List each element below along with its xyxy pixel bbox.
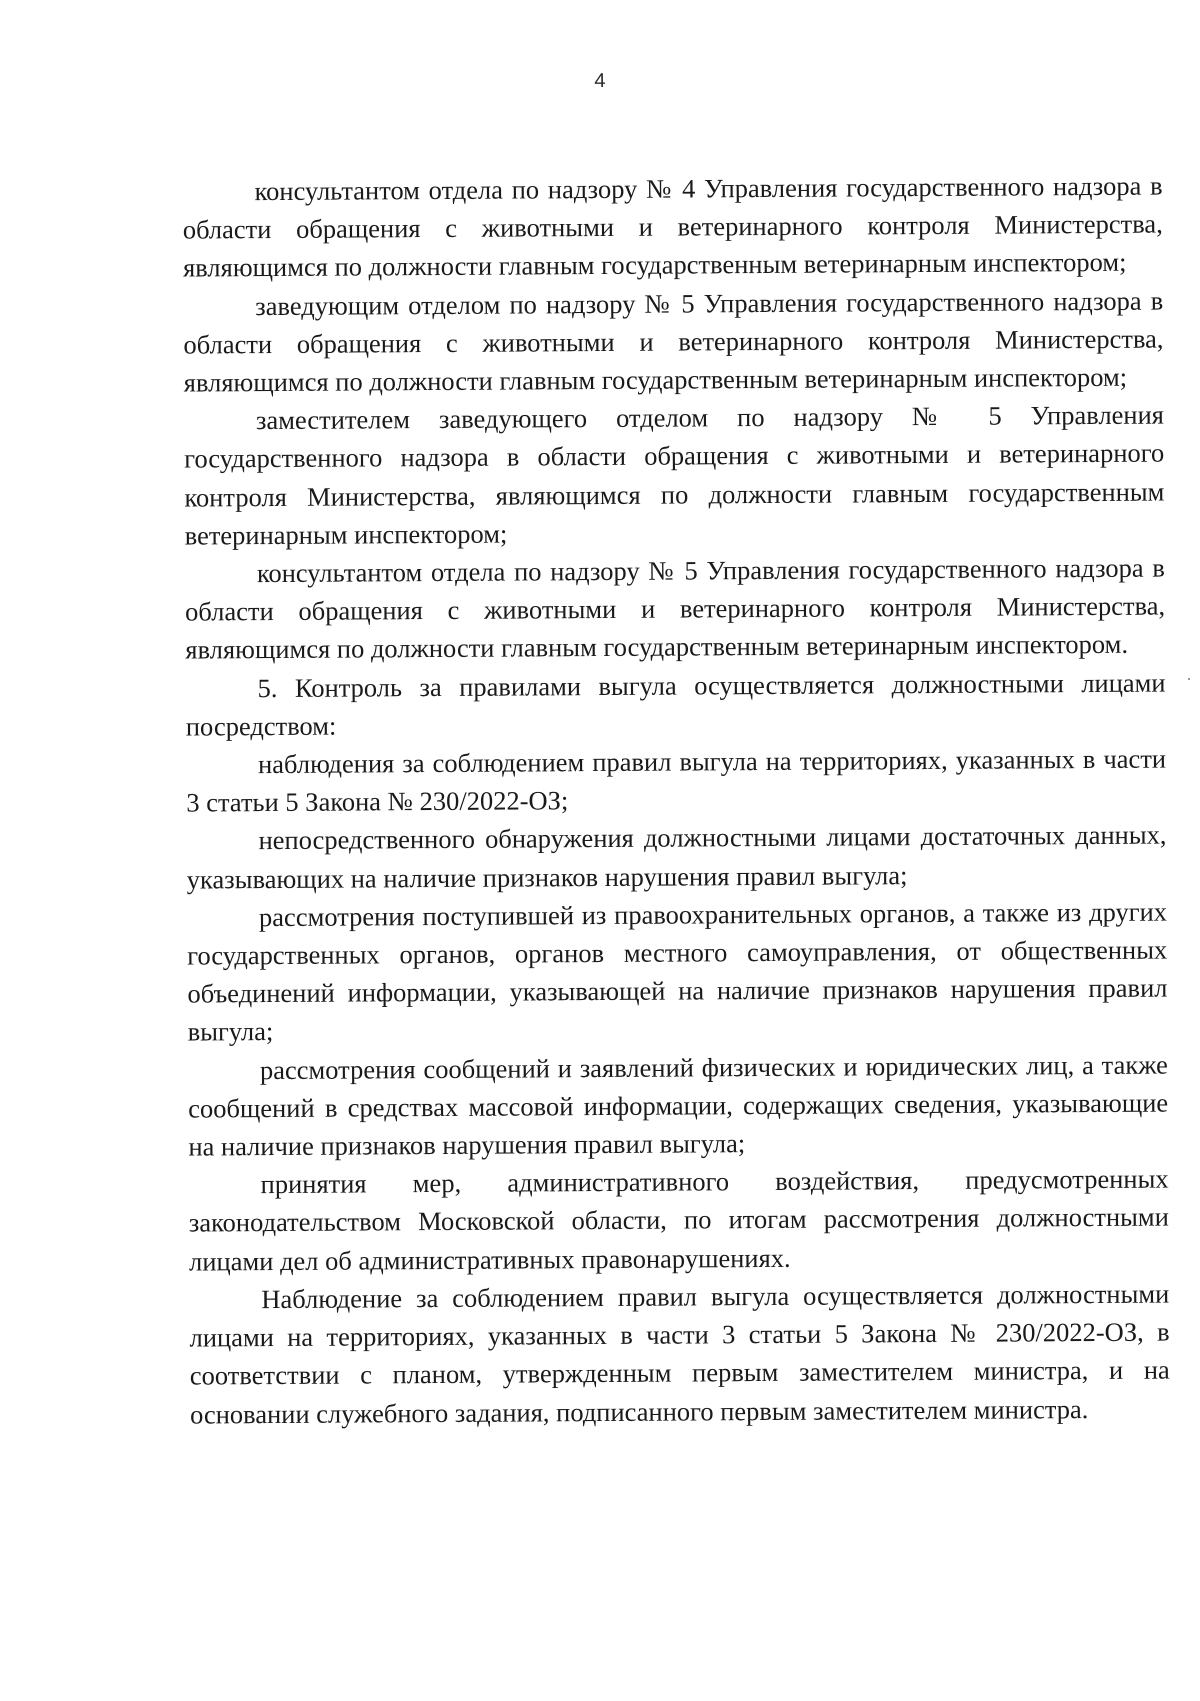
paragraph-consultant-dept-4: консультантом отдела по надзору № 4 Управления государственного надзора в области обращения с животными и ветеринарного контроля Министерства, являющимся по должности главным государственным ветеринарным инспектором;: [182, 170, 1163, 283]
paragraph-administrative-measures: принятия мер, административного воздействия, предусмотренных законодательством Московской области, по итогам рассмотрения должностными лицами дел об административных правонарушениях.: [188, 1163, 1169, 1277]
paragraph-direct-detection: непосредственного обнаружения должностными лицами достаточных данных, указывающих на наличие признаков нарушения правил выгула;: [186, 820, 1167, 895]
paragraph-law-enforcement-info: рассмотрения поступившей из правоохранительных органов, а также из других государственных органов, органов местного самоуправления, от общественных объединений информации, указывающей на наличие признаков нарушения правил выгула;: [187, 896, 1168, 1048]
document-body: [182, 167, 1170, 1434]
paragraph-observation: наблюдения за соблюдением правил выгула на территориях, указанных в части 3 статьи 5 Закона № 230/2022-ОЗ;: [186, 743, 1167, 818]
paragraph-deputy-head-dept-5: заместителем заведующего отделом по надзору № 5 Управления государственного надзора в области обращения с животными и ветеринарного контроля Министерства, являющимся по должности главным государственным ветеринарным инспектором;: [184, 399, 1165, 551]
paragraph-head-dept-5: заведующим отделом по надзору № 5 Управления государственного надзора в области обращения с животными и ветеринарного контроля Министерства, являющимся по должности главным государственным ветеринарным инспектором;: [183, 285, 1164, 398]
page-number: 4: [594, 69, 606, 93]
paragraph-item-5-control: 5. Контроль за правилами выгула осуществляется должностными лицами посредством:: [185, 667, 1166, 742]
paragraph-consultant-dept-5: консультантом отдела по надзору № 5 Управления государственного надзора в области обращения с животными и ветеринарного контроля Министерства, являющимся по должности главным государственным ветеринарным инспектором.: [185, 552, 1166, 665]
paragraph-observation-plan: Наблюдение за соблюдением правил выгула осуществляется должностными лицами на территориях, указанных в части 3 статьи 5 Закона № 230/2022-ОЗ, в соответствии с планом, утвержденным первым заместителем министра, и на основании служебного задания, подписанного первым заместителем министра.: [189, 1278, 1170, 1430]
paragraph-citizen-reports: рассмотрения сообщений и заявлений физических и юридических лиц, а также сообщений в средствах массовой информации, содержащих сведения, указывающие на наличие признаков нарушения правил выгула;: [188, 1049, 1169, 1162]
scan-speck: [1188, 678, 1190, 680]
